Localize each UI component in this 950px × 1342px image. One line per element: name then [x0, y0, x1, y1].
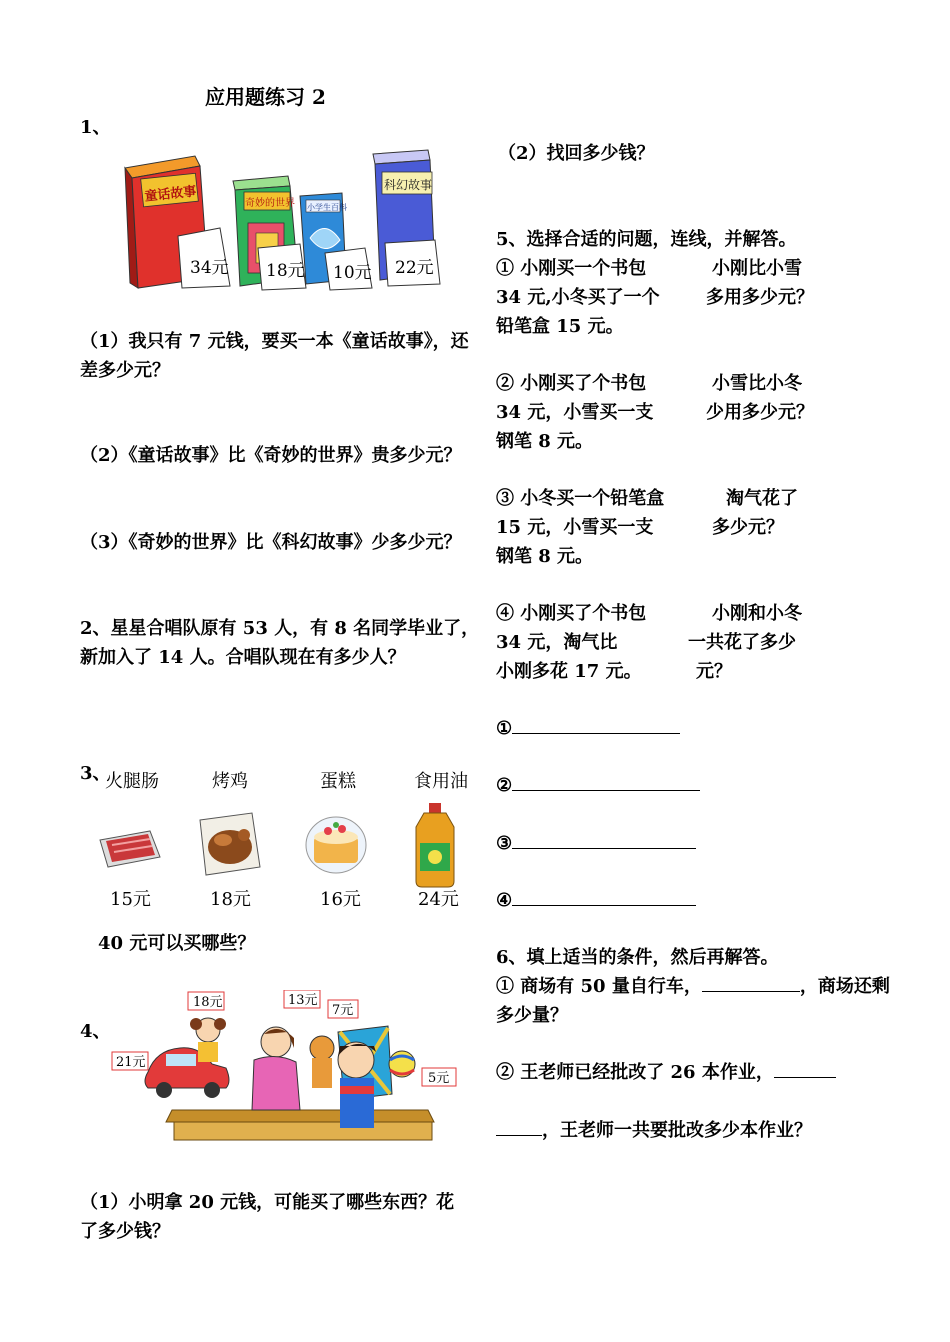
q6-sentence-2	[496, 1058, 836, 1087]
q1-sub1-line2: 差多少元？	[80, 360, 170, 381]
price-tag-cat-text: 13元	[288, 993, 318, 1008]
question-4-number: 4、	[80, 1021, 111, 1042]
price-tag-kite	[328, 1000, 358, 1018]
ham-icon	[100, 831, 160, 867]
boy-icon	[338, 1042, 376, 1128]
price-tag-2	[258, 244, 306, 290]
question-1-number: 1、	[80, 117, 111, 138]
q5-row4-right-1: 小刚和小冬	[712, 603, 802, 624]
price-tag-2-text: 18元	[266, 261, 305, 281]
q5-row2-left-1: ② 小刚买了个书包	[496, 373, 647, 394]
q1-sub2: （2）《童话故事》比《奇妙的世界》贵多少元？	[80, 445, 462, 466]
price-tag-ball-text: 5元	[428, 1071, 450, 1086]
q6-s1-part-c: 多少量？	[496, 1005, 568, 1026]
q1-sub3: （3）《奇妙的世界》比《科幻故事》少多少元？	[80, 532, 462, 553]
price-tag-3	[325, 248, 372, 290]
q1-sub1-line1: （1）我只有 7 元钱，要买一本《童话故事》，还	[80, 331, 469, 352]
price-tag-car-text: 21元	[116, 1055, 146, 1070]
q6-s2-part-b: ，王老师一共要批改多少本作业？	[542, 1120, 812, 1141]
book-title: 童话故事	[143, 184, 198, 205]
q5-answer-blank-3	[496, 829, 696, 858]
q5-row2-right-1: 小雪比小冬	[712, 373, 802, 394]
q5-row2-left-3: 钢笔 8 元。	[496, 431, 594, 452]
q5-row1-right-1: 小刚比小雪	[712, 258, 802, 279]
item-price-chicken: 18元	[210, 889, 251, 910]
item-price-ham: 15元	[110, 889, 151, 910]
price-tag-ball	[422, 1068, 456, 1086]
item-name-cake: 蛋糕	[320, 771, 356, 792]
price-tag-3-text: 10元	[333, 263, 372, 283]
q5-row2-left-2: 34 元，小雪买一支	[496, 402, 654, 423]
answer-line[interactable]	[512, 830, 696, 849]
q5-row4-left-1: ④ 小刚买了个书包	[496, 603, 647, 624]
question-3-number: 3、	[80, 763, 111, 784]
book-title: 科幻故事	[384, 178, 433, 192]
blank-marker: ①	[496, 718, 513, 739]
roast-chicken-icon	[200, 813, 260, 875]
q6-sentence-1	[496, 972, 890, 1001]
item-price-cake: 16元	[320, 889, 361, 910]
q6-title: 6、填上适当的条件，然后再解答。	[496, 947, 779, 968]
q6-blank-2[interactable]	[774, 1059, 836, 1078]
blank-marker: ④	[496, 890, 513, 911]
item-name-chicken: 烤鸡	[212, 771, 248, 792]
price-tag-4	[385, 240, 440, 286]
q5-row3-left-3: 钢笔 8 元。	[496, 546, 594, 567]
answer-line[interactable]	[512, 887, 696, 906]
food-items-illustration	[92, 765, 472, 915]
q5-answer-blank-4	[496, 886, 696, 915]
price-tag-doll-text: 18元	[193, 995, 223, 1010]
q5-answer-blank-1	[496, 714, 680, 743]
q3-question: 40 元可以买哪些？	[98, 933, 256, 954]
price-tag-kite-text: 7元	[332, 1003, 354, 1018]
price-tag-1	[178, 228, 230, 288]
price-tag-doll	[188, 992, 224, 1010]
q6-sentence-2-cont	[496, 1116, 812, 1145]
q5-row4-right-3: 元？	[696, 661, 732, 682]
q4-sub2: （2）找回多少钱？	[498, 143, 655, 164]
q5-row3-right-1: 淘气花了	[726, 488, 798, 509]
item-name-ham: 火腿肠	[105, 771, 159, 792]
q5-row1-left-2: 34 元,小冬买了一个	[496, 287, 660, 308]
book-title: 奇妙的世界	[245, 198, 295, 209]
q5-row4-left-2: 34 元，淘气比	[496, 632, 618, 653]
book-title: 小学生百科	[307, 203, 347, 212]
price-tag-1-text: 34元	[190, 258, 229, 278]
answer-line[interactable]	[512, 772, 700, 791]
cake-icon	[306, 817, 366, 873]
q5-row3-right-2: 多少元？	[712, 517, 784, 538]
q5-row1-right-2: 多用多少元？	[706, 287, 814, 308]
books-illustration	[120, 148, 450, 293]
toy-shop-illustration	[108, 990, 468, 1148]
blank-marker: ②	[496, 775, 513, 796]
q6-blank-2b[interactable]	[496, 1117, 542, 1136]
answer-line[interactable]	[512, 715, 680, 734]
q5-row3-left-1: ③ 小冬买一个铅笔盒	[496, 488, 665, 509]
q6-blank-1[interactable]	[702, 973, 800, 992]
ball-icon	[389, 1051, 415, 1077]
q4-sub1-line2: 了多少钱？	[80, 1221, 170, 1242]
item-name-oil: 食用油	[414, 771, 468, 792]
q6-s1-part-a: ① 商场有 50 量自行车，	[496, 976, 702, 997]
price-tag-cat	[284, 990, 320, 1008]
page-title: 应用题练习 2	[205, 85, 326, 109]
toy-cat-icon	[310, 1036, 334, 1088]
price-tag-4-text: 22元	[395, 258, 434, 278]
q5-row4-right-2: 一共花了多少	[688, 632, 796, 653]
q5-row1-left-1: ① 小刚买一个书包	[496, 258, 647, 279]
q6-s2-part-a: ② 王老师已经批改了 26 本作业，	[496, 1062, 774, 1083]
item-price-oil: 24元	[418, 889, 459, 910]
q2-line2: 新加入了 14 人。合唱队现在有多少人？	[80, 647, 406, 668]
q5-row1-left-3: 铅笔盒 15 元。	[496, 316, 624, 337]
saleswoman-icon	[252, 1027, 300, 1110]
q4-sub1-line1: （1）小明拿 20 元钱，可能买了哪些东西？花	[80, 1192, 455, 1213]
q5-title: 5、选择合适的问题，连线，并解答。	[496, 229, 797, 250]
q5-row4-left-3: 小刚多花 17 元。	[496, 661, 642, 682]
q5-row2-right-2: 少用多少元？	[706, 402, 814, 423]
q5-answer-blank-2	[496, 771, 700, 800]
cooking-oil-icon	[416, 803, 454, 887]
price-tag-car	[112, 1052, 148, 1070]
q6-s1-part-b: ，商场还剩	[799, 976, 890, 997]
q5-row3-left-2: 15 元，小雪买一支	[496, 517, 654, 538]
q2-line1: 2、星星合唱队原有 53 人，有 8 名同学毕业了，	[80, 618, 480, 639]
blank-marker: ③	[496, 833, 513, 854]
